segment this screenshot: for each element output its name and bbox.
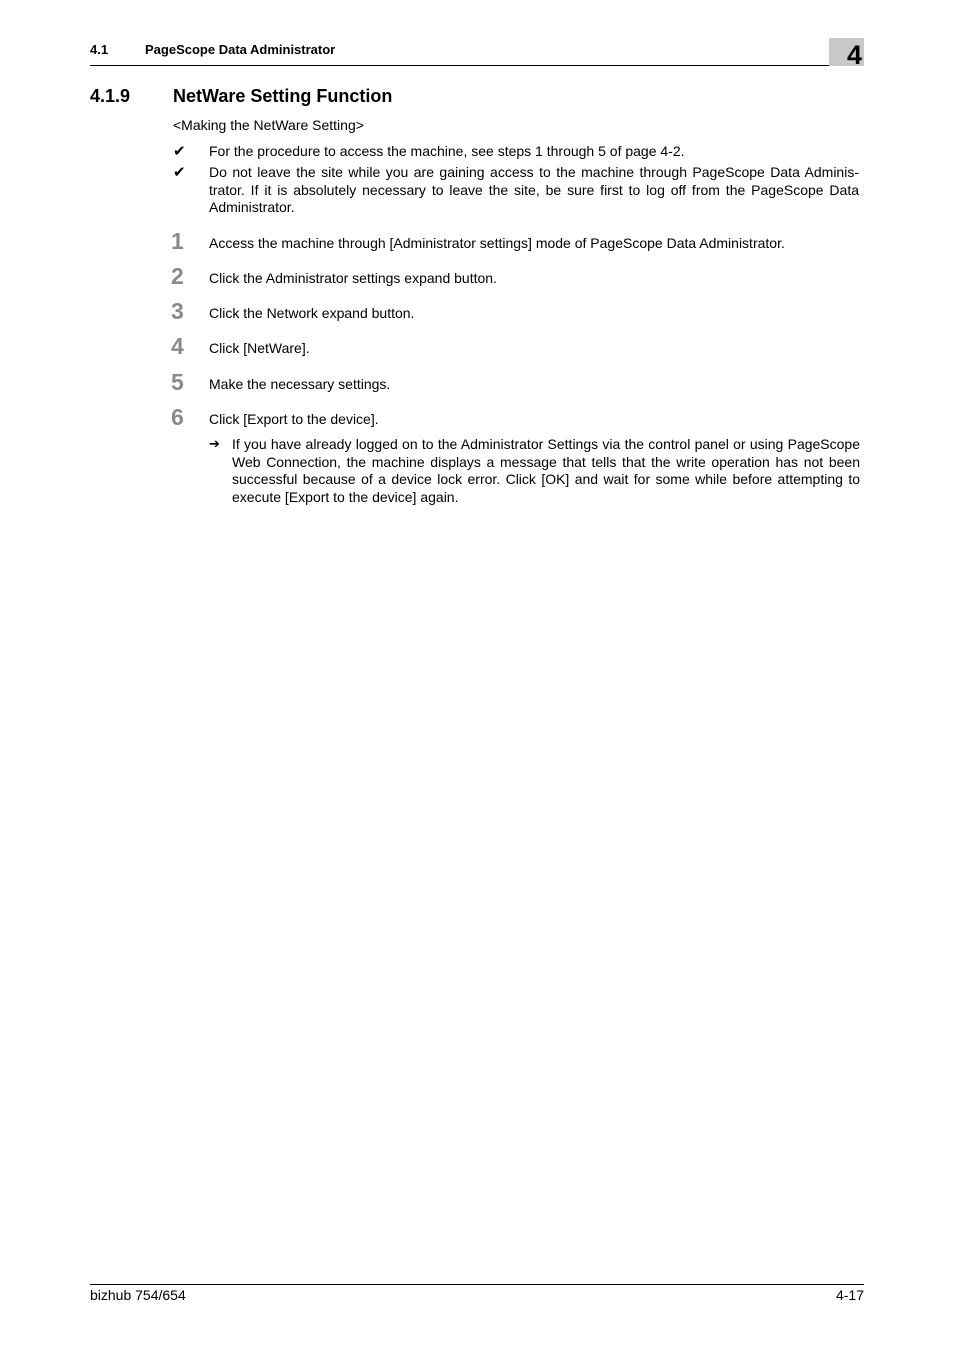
step-text: Make the necessary settings.	[209, 376, 391, 392]
header-divider	[90, 65, 864, 66]
page-footer	[90, 1284, 864, 1303]
footer-model: bizhub 754/654	[90, 1287, 186, 1303]
check-item-text: Do not leave the site while you are gaining access to the machine through PageScope Data Adminis-trator. If it is absolutely necessary to leave the site, be sure first to log off from the PageScope Data Administrator.	[209, 164, 859, 216]
step-number: 4	[171, 333, 184, 359]
checkmark-icon: ✔	[173, 164, 186, 181]
footer-divider	[90, 1284, 864, 1285]
step-text: Click the Administrator settings expand button.	[209, 270, 497, 286]
step-number: 6	[171, 404, 184, 430]
step-number: 3	[171, 298, 184, 324]
step-text: Access the machine through [Administrator settings] mode of PageScope Data Administrator.	[209, 235, 785, 251]
page-header	[90, 36, 864, 66]
check-item-text: For the procedure to access the machine, see steps 1 through 5 of page 4-2.	[209, 143, 685, 159]
chapter-number: 4	[846, 40, 862, 70]
footer-page-number: 4-17	[835, 1287, 864, 1303]
header-title: PageScope Data Administrator	[145, 42, 336, 57]
arrow-right-icon: ➔	[209, 436, 220, 451]
section-number: 4.1.9	[90, 86, 131, 106]
step-text: Click the Network expand button.	[209, 305, 415, 321]
step-number: 1	[171, 228, 184, 254]
step-number: 2	[171, 263, 184, 289]
checkmark-icon: ✔	[173, 143, 186, 160]
chapter-tab	[829, 38, 864, 70]
step-text: Click [NetWare].	[209, 340, 310, 356]
section-heading	[90, 86, 392, 107]
intro-text: <Making the NetWare Setting>	[173, 117, 364, 133]
header-section-number: 4.1	[90, 42, 109, 57]
step-text: Click [Export to the device].	[209, 411, 379, 427]
section-title: NetWare Setting Function	[173, 86, 393, 106]
note-text: If you have already logged on to the Administrator Settings via the control panel or using PageScope Web Connection, the machine displays a message that tells that the write operation has not been successful because of a device lock error. Click [OK] and wait for some while before attempting to execute [Export to the device] again.	[232, 436, 860, 505]
step-number: 5	[171, 369, 184, 395]
